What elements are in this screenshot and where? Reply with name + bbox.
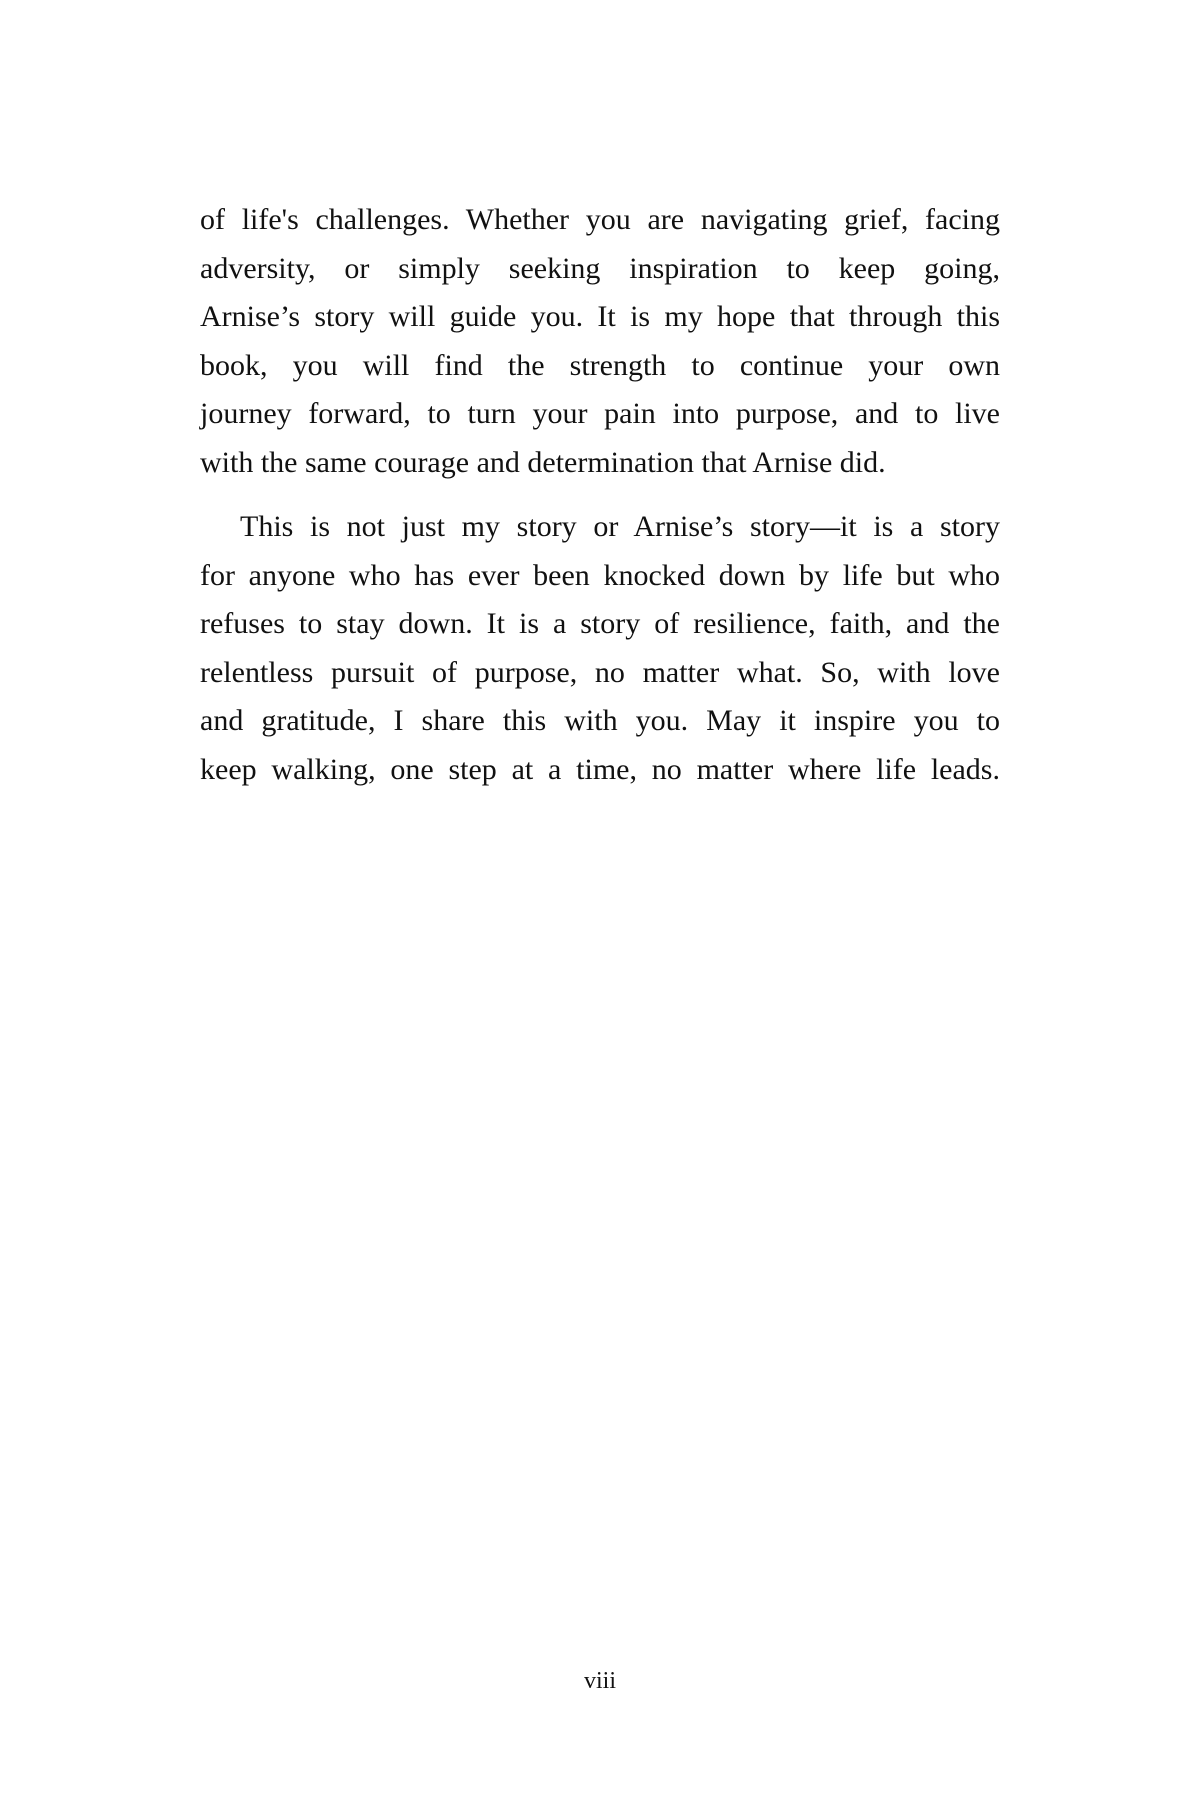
text-line: refuses to stay down. It is a story of resilience, faith, and the bbox=[200, 607, 1000, 640]
paragraph-2 bbox=[200, 503, 1000, 794]
text-line: Arnise’s story will guide you. It is my hope that through this bbox=[200, 300, 1000, 333]
text-line: with the same courage and determination that Arnise did. bbox=[200, 445, 886, 479]
page-number: viii bbox=[583, 1668, 616, 1694]
text-line: This is not just my story or Arnise’s story—it is a story bbox=[240, 510, 1000, 543]
paragraph-1 bbox=[200, 196, 1000, 487]
text-line: and gratitude, I share this with you. May it inspire you to bbox=[200, 704, 1000, 737]
text-line: relentless pursuit of purpose, no matter what. So, with love bbox=[200, 655, 1000, 689]
text-line: adversity, or simply seeking inspiration to keep going, bbox=[200, 251, 1000, 285]
body-text bbox=[200, 196, 1000, 794]
text-line: for anyone who has ever been knocked down by life but who bbox=[200, 558, 1000, 592]
text-line: journey forward, to turn your pain into purpose, and to live bbox=[200, 397, 1000, 430]
text-line: keep walking, one step at a time, no matter where life leads. bbox=[200, 752, 1000, 786]
text-line: book, you will find the strength to continue your own bbox=[200, 348, 1000, 382]
text-line: of life's challenges. Whether you are navigating grief, facing bbox=[200, 203, 1000, 236]
